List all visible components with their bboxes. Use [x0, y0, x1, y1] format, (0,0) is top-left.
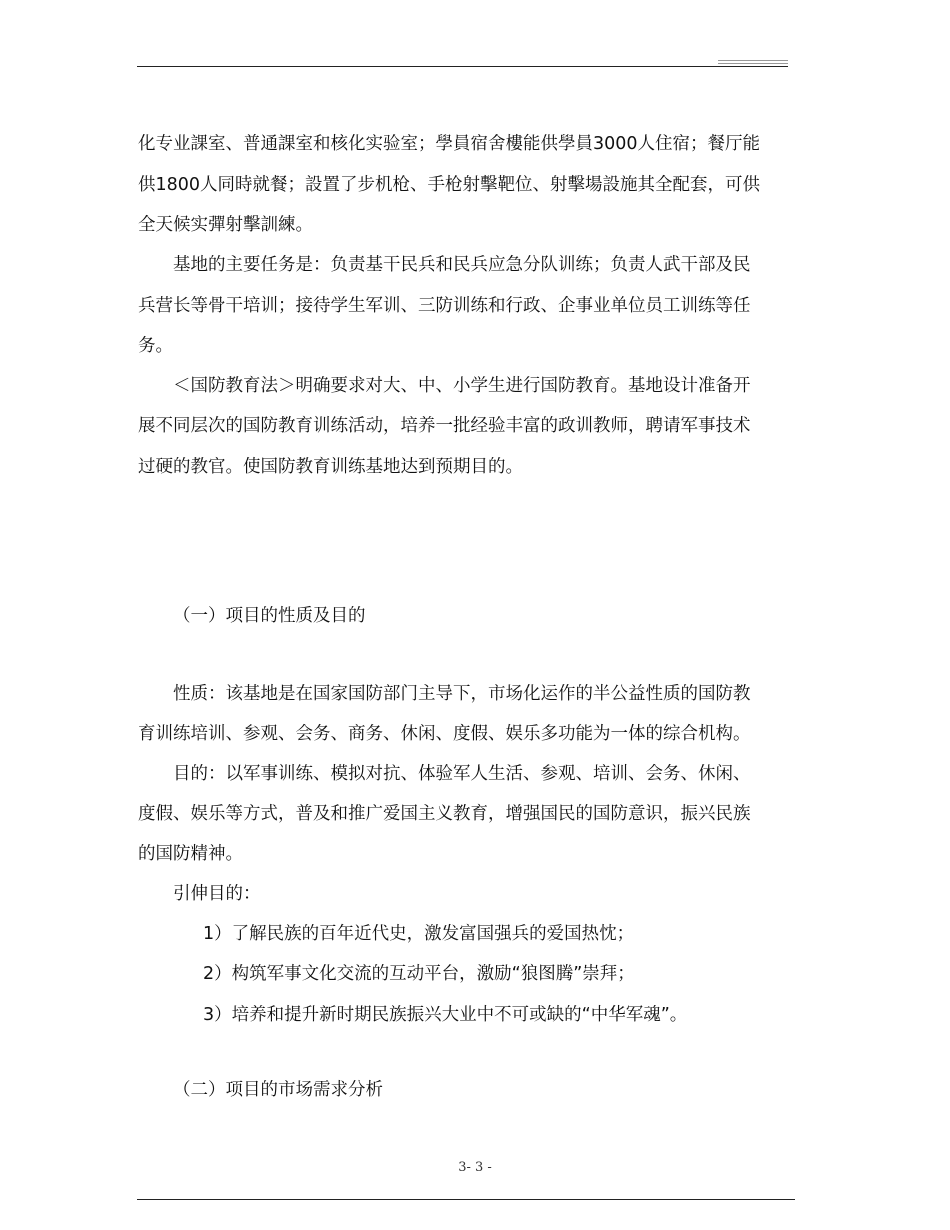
footer-rule [137, 1199, 795, 1200]
paragraph-line: 基地的主要任务是：负责基干民兵和民兵应急分队训练；负责人武干部及民 [173, 255, 751, 275]
section-heading: （二）项目的市场需求分析 [173, 1080, 383, 1100]
paragraph-line: 度假、娱乐等方式，普及和推广爱国主义教育，增强国民的国防意识，振兴民族 [138, 804, 751, 824]
paragraph-line: 供1800人同時就餐；設置了步机枪、手枪射擊靶位、射擊場設施其全配套，可供 [138, 175, 761, 195]
paragraph-line: 目的：以军事训练、模拟对抗、体验军人生活、参观、培训、会务、休闲、 [173, 764, 751, 784]
header-rule [137, 66, 788, 67]
page-number: 3- 3 - [458, 1160, 492, 1175]
paragraph-line: 育训练培训、参观、会务、商务、休闲、度假、娱乐多功能为一体的综合机构。 [138, 724, 751, 744]
section-heading: （一）项目的性质及目的 [173, 606, 366, 626]
paragraph-line: 过硬的教官。使国防教育训练基地达到预期目的。 [138, 457, 523, 477]
paragraph-line: 务。 [138, 336, 173, 356]
paragraph-line: 展不同层次的国防教育训练活动，培养一批经验丰富的政训教师，聘请军事技术 [138, 416, 751, 436]
list-label: 引伸目的： [173, 884, 261, 904]
paragraph-line: 化专业課室、普通課室和核化实验室；學員宿舍樓能供學員3000人住宿；餐厅能 [138, 134, 761, 154]
paragraph-line: 兵营长等骨干培训；接待学生军训、三防训练和行政、企事业单位员工训练等任 [138, 296, 751, 316]
paragraph-line: ＜国防教育法＞明确要求对大、中、小学生进行国防教育。基地设计准备开 [173, 376, 751, 396]
list-item: 2）构筑军事文化交流的互动平台，激励“狼图腾”崇拜； [203, 964, 635, 984]
header-tab-rule [718, 60, 788, 61]
list-item: 3）培养和提升新时期民族振兴大业中不可或缺的“中华军魂”。 [203, 1005, 688, 1025]
list-item: 1）了解民族的百年近代史，激发富国强兵的爱国热忱； [203, 924, 635, 944]
paragraph-line: 性质：该基地是在国家国防部门主导下，市场化运作的半公益性质的国防教 [173, 684, 751, 704]
header-tab-rule [718, 63, 788, 64]
paragraph-line: 的国防精神。 [138, 844, 243, 864]
paragraph-line: 全天候实彈射擊訓練。 [138, 215, 313, 235]
